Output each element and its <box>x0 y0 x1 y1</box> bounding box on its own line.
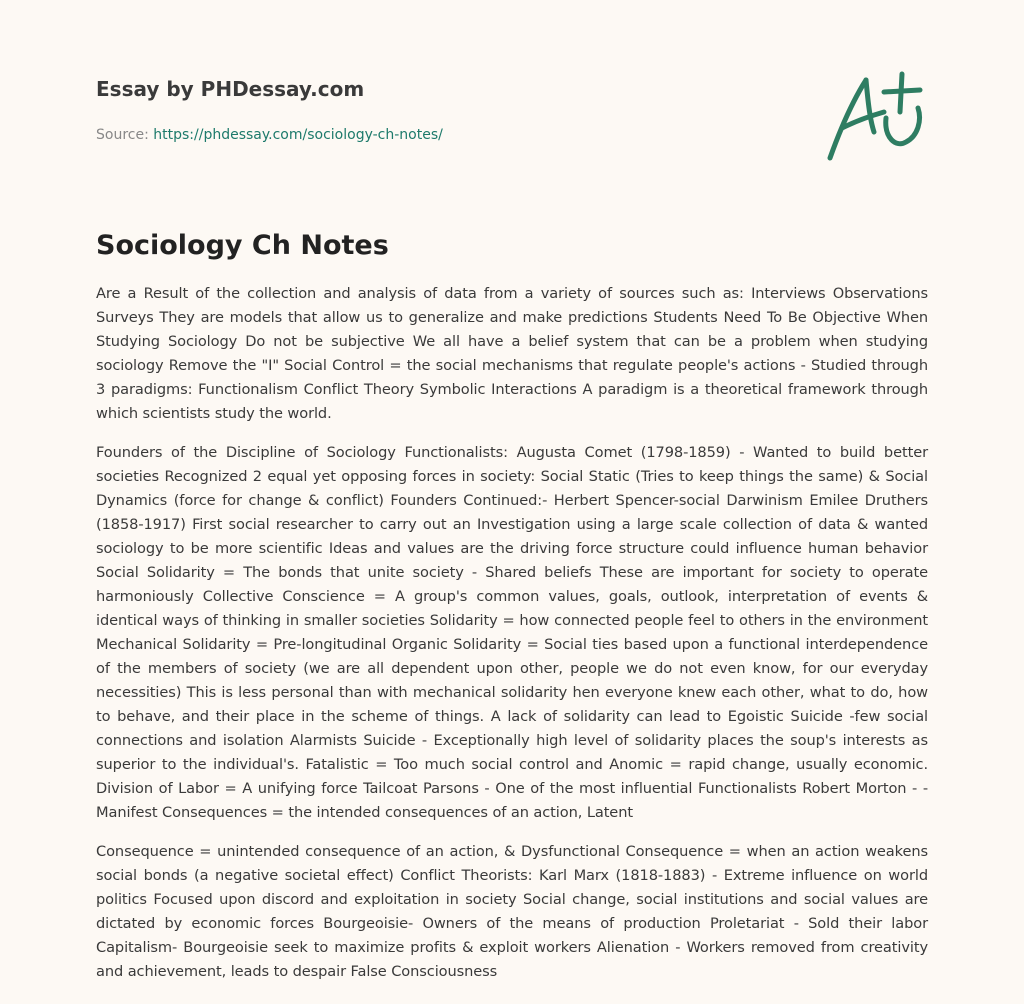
source-link[interactable]: https://phdessay.com/sociology-ch-notes/ <box>153 127 443 143</box>
source-line <box>96 125 928 145</box>
essay-title: Sociology Ch Notes <box>96 230 389 261</box>
source-label: Source: <box>96 127 154 143</box>
a-plus-grade-icon <box>822 68 928 164</box>
essay-paragraph: Are a Result of the collection and analysis of data from a variety of sources such as: Interviews Observations Surveys They are models that allow us to generalize and make predictions Students Need To Be Objective When Studying Sociology Do not be subjective We all have a belief system that can be a problem when studying sociology Remove the "I" Social Control = the social mechanisms that regulate people's actions - Studied through 3 paradigms: Functionalism Conflict Theory Symbolic Interactions A paradigm is a theoretical framework through which scientists study the world. <box>96 285 928 422</box>
essay-paragraph: Founders of the Discipline of Sociology Functionalists: Augusta Comet (1798-1859) - Wanted to build better societies Recognized 2 equal yet opposing forces in society: Social Static (Tries to keep things the same) & Social Dynamics (force for change & conflict) Founders Continued:- Herbert Spencer-social Darwinism Emilee Druthers (1858-1917) First social researcher to carry out an Investigation using a large scale collection of data & wanted sociology to be more scientific Ideas and values are the driving force structure could influence human behavior Social Solidarity = The bonds that unite society - Shared beliefs These are important for society to operate harmoniously Collective Conscience = A group's common values, goals, outlook, interpretation of events & identical ways of thinking in smaller societies Solidarity = how connected people feel to others in the environment Mechanical Solidarity = Pre-longitudinal Organic Solidarity = Social ties based upon a functional interdependence of the members of society (we are all dependent upon other, people we do not even know, for our everyday necessities) This is less personal than with mechanical solidarity hen everyone knew each other, what to do, how to behave, and their place in the scheme of things. A lack of solidarity can lead to Egoistic Suicide -few social connections and isolation Alarmists Suicide - Exceptionally high level of solidarity places the soup's interests as superior to the individual's. Fatalistic = Too much social control and Anomic = rapid change, usually economic. Division of Labor = A unifying force Tailcoat Parsons - One of the most influential Functionalists Robert Morton - - Manifest Consequences = the intended consequences of an action, Latent <box>96 444 928 821</box>
essay-header <box>96 75 928 145</box>
brand-title: Essay by PHDessay.com <box>96 77 365 101</box>
essay-paragraph: Consequence = unintended consequence of an action, & Dysfunctional Consequence = when an action weakens social bonds (a negative societal effect) Conflict Theorists: Karl Marx (1818-1883) - Extreme influence on world politics Focused upon discord and exploitation in society Social change, social institutions and social values are dictated by economic forces Bourgeoisie- Owners of the means of production Proletariat - Sold their labor Capitalism- Bourgeoisie seek to maximize profits & exploit workers Alienation - Workers removed from creativity and achievement, leads to despair False Consciousness <box>96 843 928 980</box>
essay-article <box>96 226 928 999</box>
